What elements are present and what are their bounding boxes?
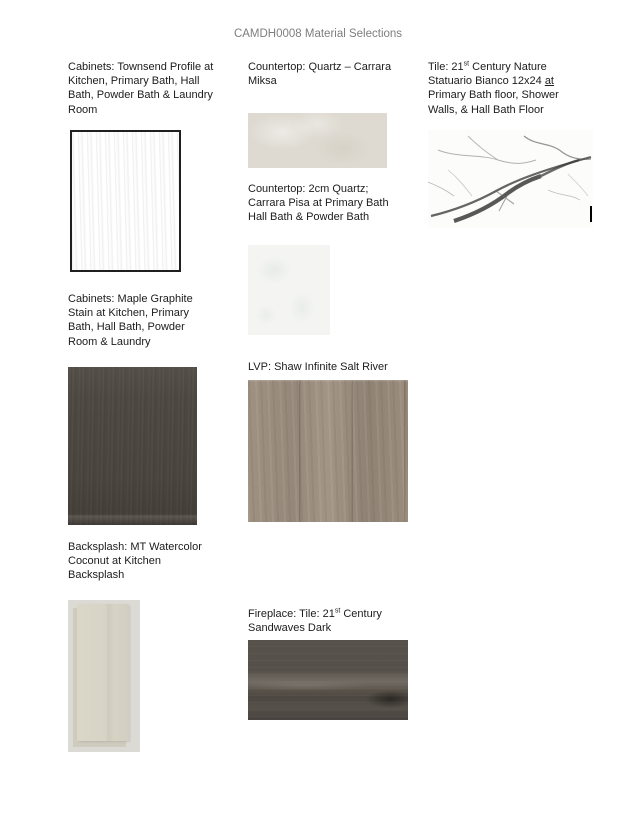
marble-veins-graphic bbox=[428, 130, 593, 228]
label-countertop-miksa: Countertop: Quartz – Carrara Miksa bbox=[248, 61, 392, 88]
swatch-townsend-profile-image bbox=[70, 130, 181, 272]
label-lvp-salt-river: LVP: Shaw Infinite Salt River bbox=[248, 361, 388, 373]
label-backsplash-coconut: Backsplash: MT Watercolor Coconut at Kitchen Backsplash bbox=[68, 541, 202, 582]
swatch-lvp-salt-river-image bbox=[248, 380, 408, 522]
page-title: CAMDH0008 Material Selections bbox=[233, 28, 403, 40]
coconut-tile-front bbox=[77, 604, 129, 741]
label-tile-statuario: Tile: 21st Century Nature Statuario Bianco 12x24 at Primary Bath floor, Shower Walls, & Hall Bath Floor bbox=[428, 60, 559, 116]
swatch-carrara-miksa-image bbox=[248, 113, 387, 168]
label-fireplace-sandwaves: Fireplace: Tile: 21st Century Sandwaves Dark bbox=[248, 607, 382, 635]
text-cursor bbox=[590, 206, 592, 222]
swatch-carrara-pisa-image bbox=[248, 245, 330, 335]
swatch-statuario-marble-image bbox=[428, 130, 593, 228]
swatch-sandwaves-dark-image bbox=[248, 640, 408, 720]
label-cabinets-graphite: Cabinets: Maple Graphite Stain at Kitchen, Primary Bath, Hall Bath, Powder Room & Laundry bbox=[68, 293, 193, 348]
swatch-backsplash-coconut-image bbox=[68, 600, 140, 752]
swatch-maple-graphite-image bbox=[68, 367, 197, 525]
label-countertop-pisa: Countertop: 2cm Quartz; Carrara Pisa at Primary Bath Hall Bath & Powder Bath bbox=[248, 183, 389, 224]
label-cabinets-townsend: Cabinets: Townsend Profile at Kitchen, Primary Bath, Hall Bath, Powder Bath & Laundry Room bbox=[68, 61, 214, 116]
